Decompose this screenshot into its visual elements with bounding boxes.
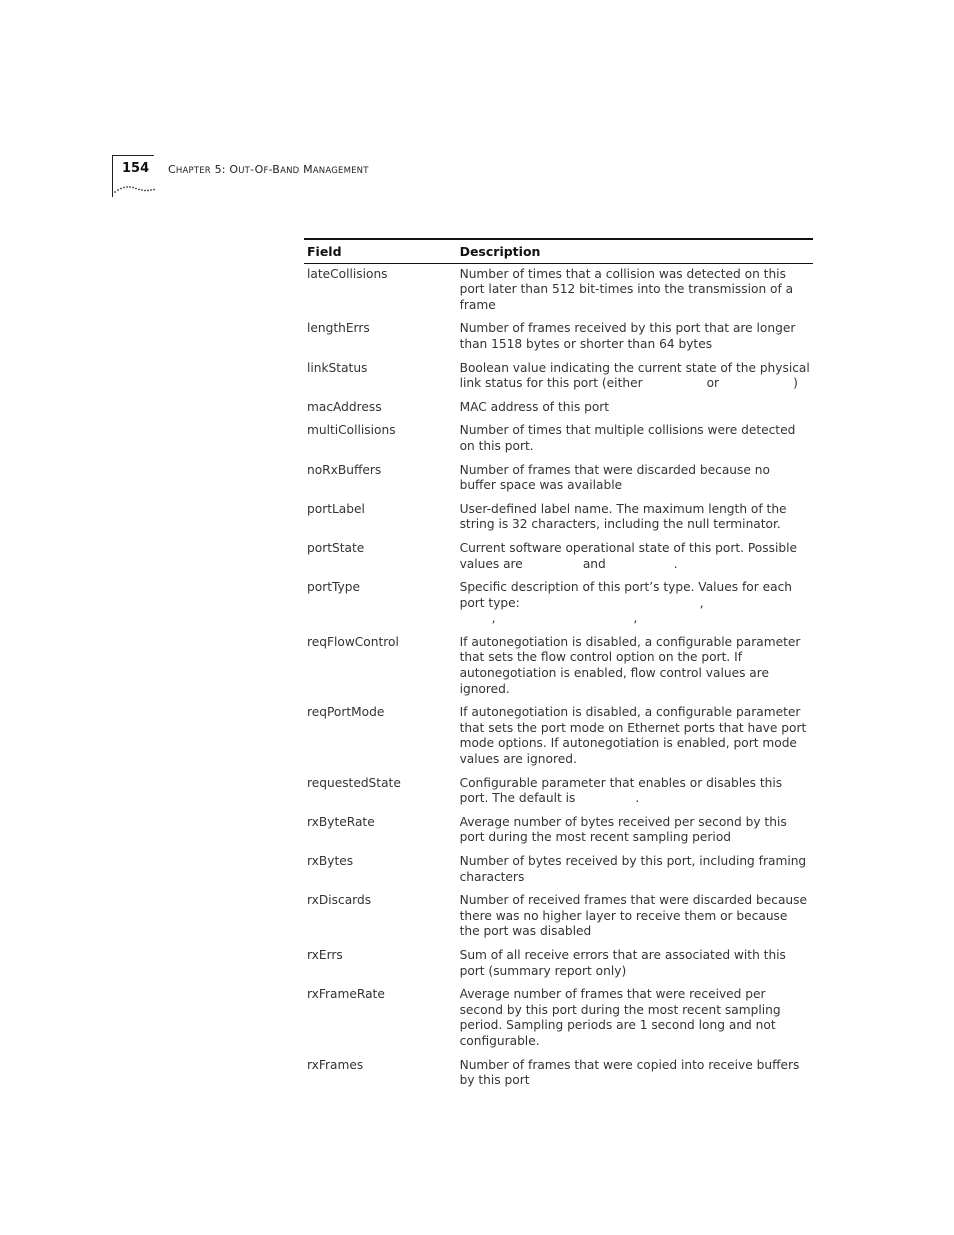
page-number: 154 bbox=[122, 161, 150, 176]
field-description: Number of times that a collision was detected on this port later than 512 bit-times into the transmission of a frame bbox=[459, 266, 794, 312]
field-name: lengthErrs bbox=[307, 321, 370, 336]
field-description-table bbox=[304, 238, 813, 1094]
field-name: rxBytes bbox=[307, 854, 354, 868]
field-description: Number of received frames that were discarded because there was no higher layer to receive them or because the port was disabled bbox=[459, 893, 808, 939]
column-header-description: Description bbox=[457, 239, 813, 263]
field-description: MAC address of this port bbox=[459, 399, 610, 414]
table-row bbox=[304, 263, 813, 318]
table-row bbox=[304, 890, 813, 945]
table-row bbox=[304, 499, 813, 538]
header-rule-horizontal bbox=[112, 155, 154, 156]
table-row bbox=[304, 812, 813, 851]
field-name: rxFrames bbox=[307, 1057, 364, 1072]
field-description: Configurable parameter that enables or disables this port. The default is . bbox=[459, 775, 783, 806]
column-header-field: Field bbox=[304, 239, 457, 263]
field-name: rxErrs bbox=[307, 947, 343, 962]
field-name: reqFlowControl bbox=[307, 634, 399, 649]
table-row bbox=[304, 702, 813, 772]
field-name: multiCollisions bbox=[307, 423, 396, 438]
field-name: macAddress bbox=[307, 399, 382, 414]
field-description: Sum of all receive errors that are associated with this port (summary report only) bbox=[459, 947, 786, 978]
field-name: reqPortMode bbox=[307, 705, 385, 720]
field-description: User-defined label name. The maximum length of the string is 32 characters, including the null terminator. bbox=[459, 501, 787, 532]
table-row bbox=[304, 632, 813, 702]
table-row bbox=[304, 851, 813, 890]
field-name: portState bbox=[307, 540, 365, 555]
field-description: Specific description of this port’s type. Values for each port type: , , , bbox=[459, 580, 793, 626]
field-name: lateCollisions bbox=[307, 266, 388, 281]
field-description: Number of bytes received by this port, including framing characters bbox=[459, 854, 807, 884]
table-header-row bbox=[304, 239, 813, 263]
table-row bbox=[304, 945, 813, 984]
table-row bbox=[304, 358, 813, 397]
field-description: If autonegotiation is disabled, a configurable parameter that sets the flow control option on the port. If autonegotiation is enabled, flow control values are ignored. bbox=[459, 634, 801, 696]
field-description: Current software operational state of this port. Possible values are and . bbox=[459, 540, 797, 571]
field-description: Number of times that multiple collisions were detected on this port. bbox=[459, 423, 796, 453]
table-row bbox=[304, 984, 813, 1054]
field-description: Boolean value indicating the current state of the physical link status for this port (either or ) bbox=[459, 360, 810, 391]
field-name: rxByteRate bbox=[307, 814, 375, 829]
field-name: portLabel bbox=[307, 501, 365, 516]
field-name: requestedState bbox=[307, 775, 401, 790]
field-description: Number of frames that were copied into receive buffers by this port bbox=[459, 1057, 800, 1088]
table-row bbox=[304, 318, 813, 357]
field-description: Average number of frames that were received per second by this port during the most recent sampling period. Sampling periods are 1 second long and not configurable. bbox=[459, 987, 781, 1048]
table-row bbox=[304, 420, 813, 459]
field-name: linkStatus bbox=[307, 360, 368, 375]
table-row bbox=[304, 397, 813, 421]
field-name: rxFrameRate bbox=[307, 987, 385, 1002]
table-row bbox=[304, 1055, 813, 1094]
field-name: portType bbox=[307, 580, 360, 595]
table-row bbox=[304, 773, 813, 812]
table-row bbox=[304, 460, 813, 499]
field-description: Number of frames that were discarded because no buffer space was available bbox=[459, 462, 770, 493]
table-row bbox=[304, 538, 813, 577]
field-description: Average number of bytes received per second by this port during the most recent sampling period bbox=[459, 814, 787, 845]
table-row bbox=[304, 577, 813, 632]
field-description: Number of frames received by this port that are longer than 1518 bytes or shorter than 64 bytes bbox=[459, 321, 796, 351]
decorative-dots bbox=[113, 182, 157, 194]
chapter-title: CHAPTER 5: OUT-OF-BAND MANAGEMENT bbox=[168, 163, 369, 176]
field-description: If autonegotiation is disabled, a configurable parameter that sets the port mode on Ethernet ports that have port mode options. If autonegotiation is enabled, port mode values are ignored. bbox=[459, 705, 807, 767]
field-name: rxDiscards bbox=[307, 893, 372, 908]
field-name: noRxBuffers bbox=[307, 462, 382, 477]
